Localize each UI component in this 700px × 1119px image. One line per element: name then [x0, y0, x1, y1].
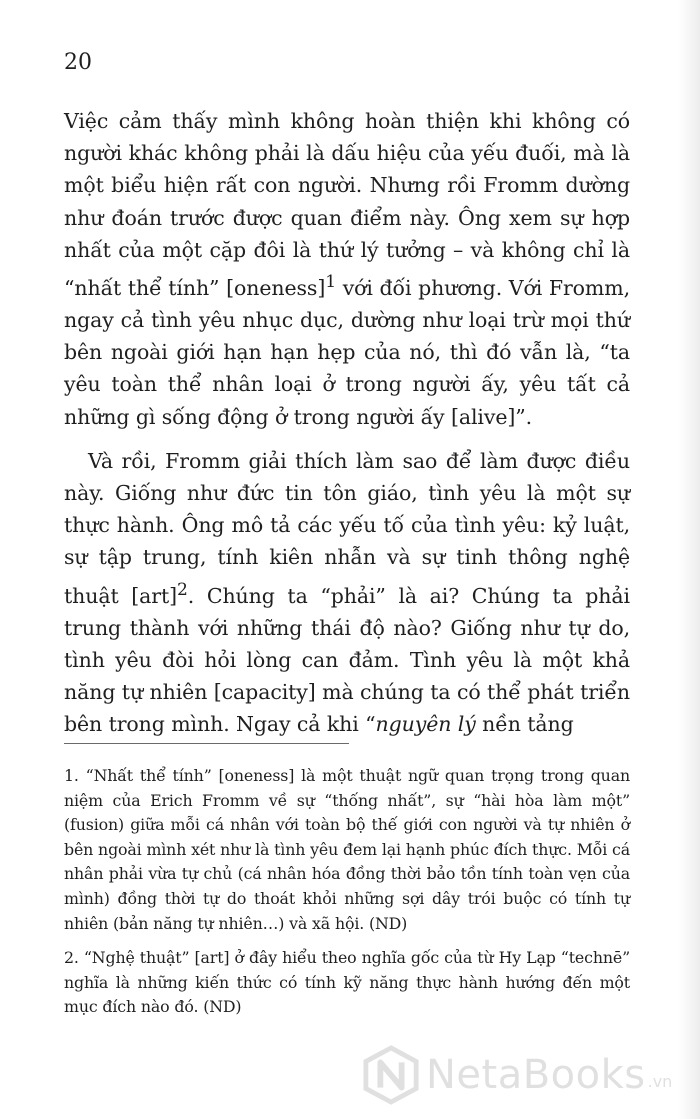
footnotes — [64, 764, 630, 1020]
paragraph-1-text-b: với đối phương. Với Fromm, ngay cả tình yêu nhục dục, dường như loại trừ mọi thứ bên ngoài giới hạn hạn hẹp của nó, thì đó vẫn là, “ta yêu toàn thể nhân loại ở trong người ấy, yêu tất cả những gì sống động ở trong người ấy [alive]”. — [64, 275, 630, 429]
netabooks-logo-icon — [362, 1045, 420, 1105]
page-edge-shadow — [678, 0, 700, 1119]
watermark — [362, 1043, 672, 1107]
footnote-1: 1. “Nhất thể tính” [oneness] là một thuật ngữ quan trọng trong quan niệm của Erich Fromm về sự “thống nhất”, sự “hài hòa làm một” (fusion) giữa mỗi cá nhân với toàn bộ thế giới con người và tự nhiên ở bên ngoài mình xét như là tình yêu đem lại hạnh phúc đích thực. Mỗi cá nhân phải vừa tự chủ (cá nhân hóa đồng thời bảo tồn tính toàn vẹn của mình) đồng thời tự do thoát khỏi những sợi dây trói buộc có tính tự nhiên (bản năng tự nhiên…) và xã hội. (ND) — [64, 766, 631, 933]
paragraph-2-text-a: Và rồi, Fromm giải thích làm sao để làm được điều này. Giống như đức tin tôn giáo, tình yêu là một sự thực hành. Ông mô tả các yếu tố của tình yêu: kỷ luật, sự tập trung, tính kiên nhẫn và sự tinh thông nghệ thuật [art] — [64, 448, 630, 608]
italic-term: nguyên lý — [375, 712, 476, 737]
watermark-brand: NetaBooks — [426, 1052, 646, 1098]
paragraph-2-text-c: nền tảng — [475, 712, 574, 737]
paragraph-2-text-b: . Chúng ta “phải” là ai? Chúng ta phải trung thành với những thái độ nào? Giống như tự do, tình yêu đòi hỏi lòng can đảm. Tình yêu là một khả năng tự nhiên [capacity] mà chúng ta có thể phát triển bên trong mình. Ngay cả khi “ — [64, 583, 630, 737]
watermark-suffix: .vn — [647, 1072, 673, 1091]
footnote-divider — [64, 743, 349, 744]
body-text — [64, 105, 630, 741]
footnote-ref-1: 1 — [325, 272, 337, 293]
footnote-ref-2: 2 — [177, 579, 188, 600]
footnote-2: 2. “Nghệ thuật” [art] ở đây hiểu theo nghĩa gốc của từ Hy Lạp “technē” nghĩa là những kiến thức có tính kỹ năng thực hành hướng đến một mục đích nào đó. (ND) — [64, 948, 630, 1017]
paragraph-1-text-a: Việc cảm thấy mình không hoàn thiện khi không có người khác không phải là dấu hiệu của yếu đuối, mà là một biểu hiện rất con người. Nhưng rồi Fromm dường như đoán trước được quan điểm này. Ông xem sự hợp nhất của một cặp đôi là thứ lý tưởng – và không chỉ là “nhất thể tính” [oneness] — [64, 109, 630, 300]
page-number: 20 — [64, 50, 92, 75]
paragraph-2 — [64, 445, 630, 741]
paragraph-1 — [64, 105, 630, 433]
